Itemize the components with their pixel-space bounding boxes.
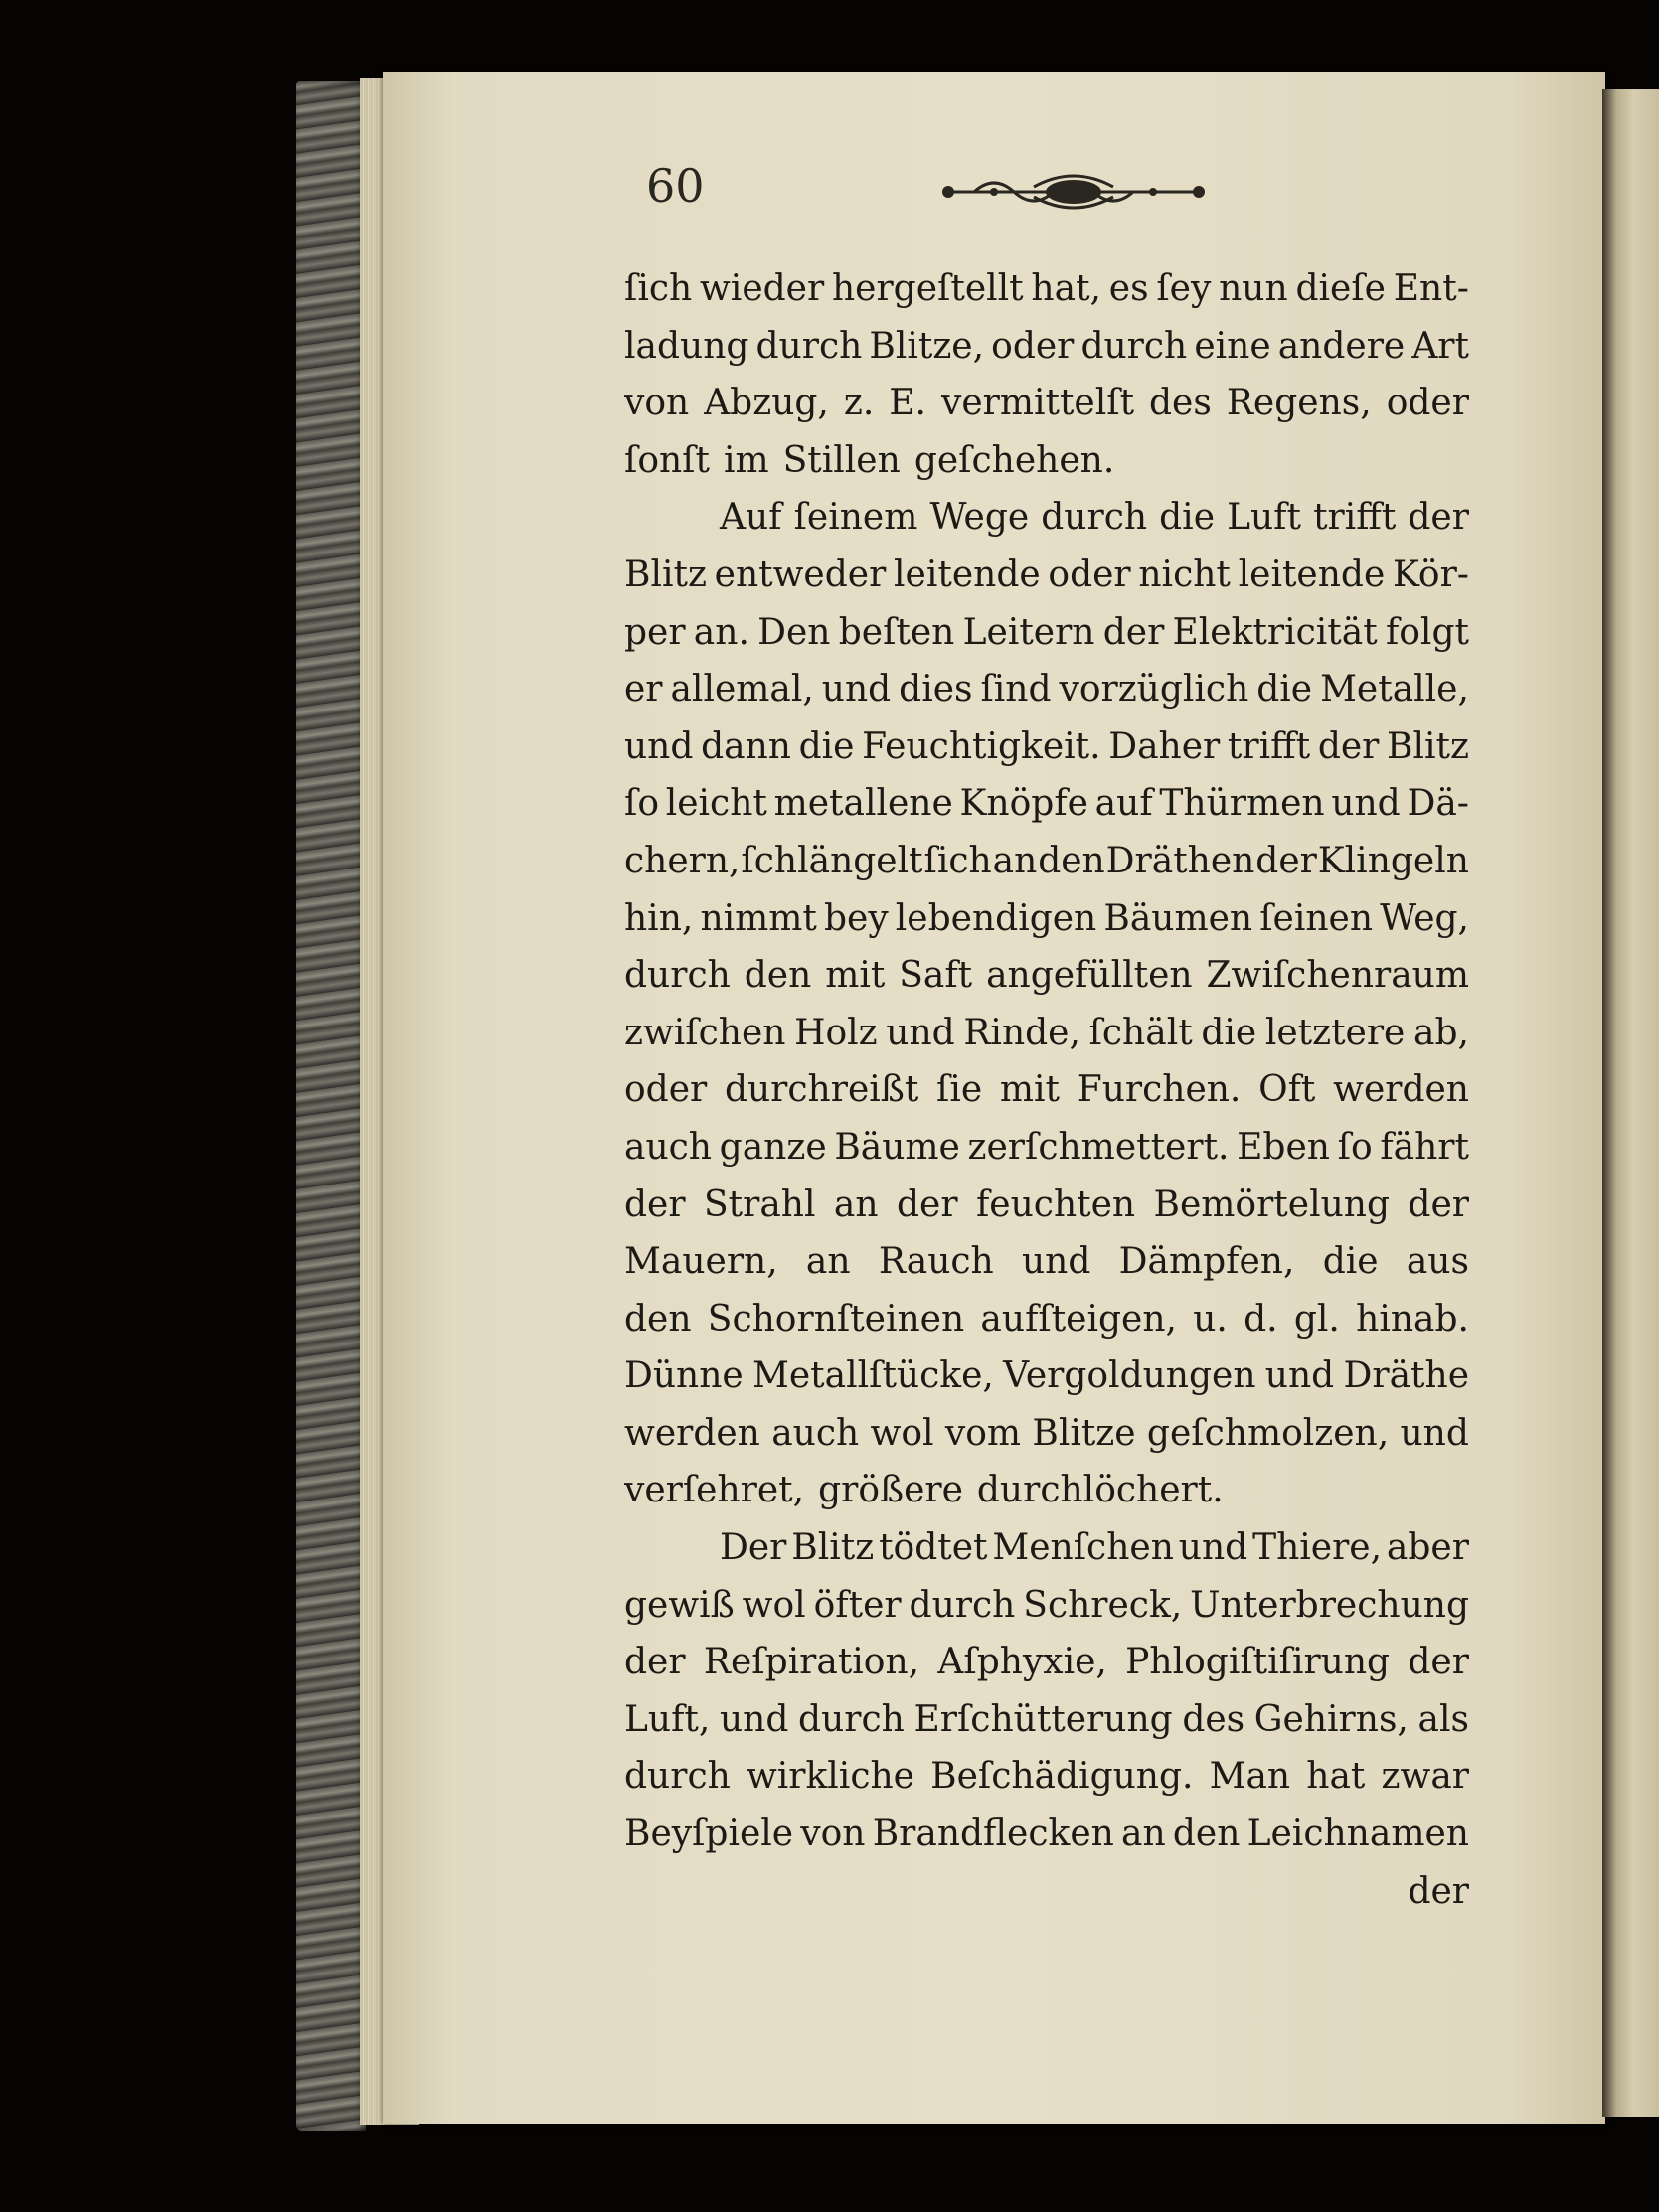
text-line: hin, nimmt bey lebendigen Bäumen ſeinen Weg, xyxy=(624,897,1469,939)
text-line: gewiß wol öfter durch Schreck, Unterbrechung xyxy=(624,1584,1469,1626)
text-line: verſehret, größere durchlöchert. xyxy=(624,1470,1224,1511)
text-line: per an. Den beſten Leitern der Elektricität folgt xyxy=(624,611,1469,653)
page-number: 60 xyxy=(646,159,705,213)
text-line: der xyxy=(1408,1870,1469,1912)
text-line: ſo leicht metallene Knöpfe auf Thürmen und Dä- xyxy=(624,783,1469,825)
text-line: Auf ſeinem Wege durch die Luft trifft der xyxy=(720,497,1469,539)
decorative-ornament-icon xyxy=(934,167,1213,217)
text-line: durch den mit Saft angefüllten Zwiſchenraum xyxy=(624,955,1469,997)
text-line: ladung durch Blitze, oder durch eine andere Art xyxy=(624,325,1469,367)
text-line: und dann die Feuchtigkeit. Daher trifft der Blitz xyxy=(624,725,1469,767)
body-text xyxy=(624,260,1469,1920)
text-line: Dünne Metallſtücke, Vergoldungen und Dräthe xyxy=(624,1355,1469,1397)
text-line: oder durchreißt ſie mit Furchen. Oft werden xyxy=(624,1069,1469,1111)
text-line: ſonſt im Stillen geſchehen. xyxy=(624,439,1115,481)
text-line: Mauern, an Rauch und Dämpfen, die aus xyxy=(624,1241,1469,1283)
text-line: auch ganze Bäume zerſchmettert. Eben ſo fährt xyxy=(624,1126,1469,1168)
text-line: chern, ſchlängelt ſich an den Dräthen der Klingeln xyxy=(624,840,1469,881)
text-line: den Schornſteinen aufſteigen, u. d. gl. hinab. xyxy=(624,1298,1469,1340)
text-line: werden auch wol vom Blitze geſchmolzen, und xyxy=(624,1412,1469,1454)
text-line: ſich wieder hergeſtellt hat, es ſey nun dieſe Ent- xyxy=(624,268,1469,309)
text-line: Der Blitz tödtet Menſchen und Thiere, aber xyxy=(720,1527,1469,1569)
text-line: er allemal, und dies ſind vorzüglich die Metalle, xyxy=(624,669,1469,711)
text-line: der Strahl an der feuchten Bemörtelung der xyxy=(624,1184,1469,1225)
text-line: der Reſpiration, Aſphyxie, Phlogiſtiſirung der xyxy=(624,1642,1469,1683)
text-line: Luft, und durch Erſchütterung des Gehirns, als xyxy=(624,1698,1469,1740)
page-header xyxy=(646,157,1223,227)
text-line: durch wirkliche Beſchädigung. Man hat zwar xyxy=(624,1756,1469,1798)
facing-page-gutter xyxy=(1602,89,1659,2117)
book-cover-edge xyxy=(296,81,366,2131)
text-line: Blitz entweder leitende oder nicht leitende Kör- xyxy=(624,553,1469,595)
text-line: von Abzug, z. E. vermittelſt des Regens, oder xyxy=(624,383,1469,424)
text-line: zwiſchen Holz und Rinde, ſchält die letztere ab, xyxy=(624,1012,1469,1053)
text-line: Beyſpiele von Brandflecken an den Leichnamen xyxy=(624,1814,1469,1855)
